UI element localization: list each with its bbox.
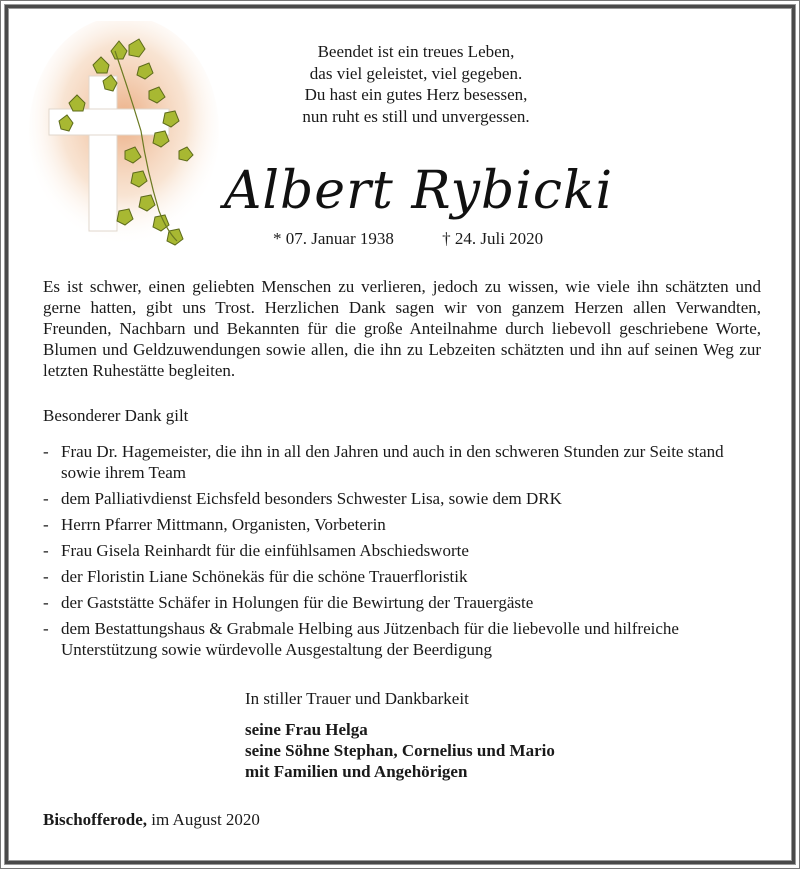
list-item-text: der Gaststätte Schäfer in Holungen für die Bewirtung der Trauergäste xyxy=(61,593,534,612)
list-item xyxy=(43,514,761,535)
list-item xyxy=(43,618,761,660)
dash-icon: - xyxy=(43,567,49,586)
thanks-heading: Besonderer Dank gilt xyxy=(43,406,189,425)
family-line: seine Frau Helga xyxy=(245,720,368,739)
family-signature xyxy=(245,719,555,782)
poem-line: Beendet ist ein treues Leben, xyxy=(317,42,515,61)
dash-icon: - xyxy=(43,515,49,534)
list-item xyxy=(43,441,761,483)
list-item xyxy=(43,540,761,561)
place-date xyxy=(43,810,260,830)
dash-icon: - xyxy=(43,489,49,508)
thank-you-text: Es ist schwer, einen geliebten Menschen zu verlieren, jedoch zu wissen, wie viele ihn schätzten und gerne hatten, gibt uns Trost. Herzlichen Dank sagen wir von ganzem Herzen allen Verwandten, Freunden, Nachbarn und Bekannten für die große Anteilnahme durch liebevoll geschriebene Worte, Blumen und Geldzuwendungen sowie allen, die ihn zu Lebzeiten schätzten und ihn auf seinen Weg zur letzten Ruhestätte begleiten. xyxy=(43,277,761,380)
poem-line: Du hast ein gutes Herz besessen, xyxy=(304,85,528,104)
list-item xyxy=(43,488,761,509)
dash-icon: - xyxy=(43,619,49,638)
life-dates xyxy=(273,229,543,249)
birth-date: * 07. Januar 1938 xyxy=(273,229,394,248)
list-item-text: Herrn Pfarrer Mittmann, Organisten, Vorbeterin xyxy=(61,515,386,534)
date: im August 2020 xyxy=(151,810,260,829)
cross-ivy-emblem xyxy=(29,21,229,261)
poem-line: das viel geleistet, viel gegeben. xyxy=(309,63,523,83)
dash-icon: - xyxy=(43,541,49,560)
death-date: † 24. Juli 2020 xyxy=(442,229,544,248)
list-item xyxy=(43,566,761,587)
poem xyxy=(251,41,581,127)
dash-icon: - xyxy=(43,593,49,612)
thanks-list xyxy=(43,441,761,665)
closing-line: In stiller Trauer und Dankbarkeit xyxy=(245,689,469,708)
list-item-text: Frau Dr. Hagemeister, die ihn in all den Jahren und auch in den schweren Stunden zur Seite stand sowie ihrem Team xyxy=(61,442,724,482)
list-item xyxy=(43,592,761,613)
place: Bischofferode, xyxy=(43,810,148,829)
deceased-name: Albert Rybicki xyxy=(223,161,614,221)
family-line: seine Söhne Stephan, Cornelius und Mario xyxy=(245,741,555,760)
list-item-text: Frau Gisela Reinhardt für die einfühlsamen Abschiedsworte xyxy=(61,541,469,560)
poem-line: nun ruht es still und unvergessen. xyxy=(302,106,530,126)
list-item-text: dem Palliativdienst Eichsfeld besonders Schwester Lisa, sowie dem DRK xyxy=(61,489,562,508)
dash-icon: - xyxy=(43,442,49,461)
family-line: mit Familien und Angehörigen xyxy=(245,762,468,781)
list-item-text: der Floristin Liane Schönekäs für die schöne Trauerfloristik xyxy=(61,567,468,586)
list-item-text: dem Bestattungshaus & Grabmale Helbing aus Jützenbach für die liebevolle und hilfreiche Unterstützung sowie würdevolle Ausgestaltung der Beerdigung xyxy=(61,619,679,659)
